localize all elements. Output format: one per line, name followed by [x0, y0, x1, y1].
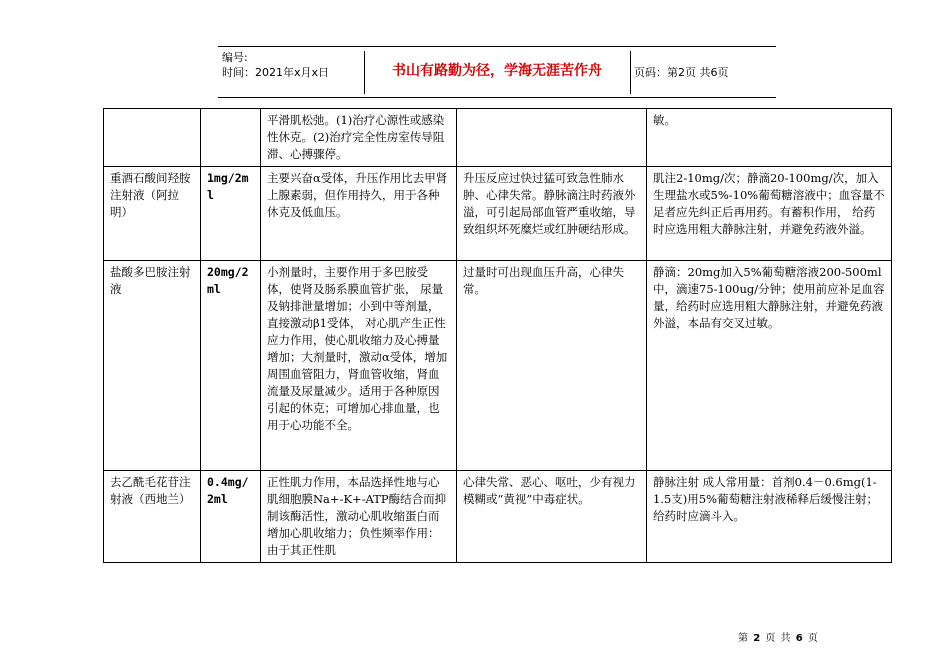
drug-usage-cell: 敏。 — [647, 109, 892, 167]
footer-suffix: 页 — [807, 633, 819, 644]
footer-middle: 页 共 — [765, 633, 792, 644]
table-row — [104, 471, 892, 563]
table-row — [104, 109, 892, 167]
footer-page-number: 2 — [753, 633, 762, 644]
drug-usage-cell: 静脉注射 成人常用量：首剂0.4－0.6mg(1-1.5支)用5%葡萄糖注射液稀释后缓慢注射；给药时应滴斗入。 — [647, 471, 892, 563]
header-divider — [364, 51, 365, 94]
header-motto: 书山有路勤为径，学海无涯苦作舟 — [392, 63, 602, 79]
drug-effect-cell: 小剂量时，主要作用于多巴胺受体，使肾及肠系膜血管扩张， 尿量及钠排泄量增加；小到中等剂量，直接激动β1受体， 对心肌产生正性应力作用，使心肌收缩力及心搏量增加；大剂量时，激动α受体，增加周围血管阻力，肾血管收缩，肾血流量及尿量减少。适用于各种原因引起的休克；可增加心排血量，也用于心功能不全。 — [261, 261, 457, 471]
table-row — [104, 167, 892, 261]
drug-dose-cell — [201, 109, 261, 167]
header-meta — [222, 50, 329, 80]
drug-name-cell: 重酒石酸间羟胺注射液（阿拉明） — [104, 167, 201, 261]
drug-dose-cell: 1mg/2ml — [201, 167, 261, 261]
drug-usage-cell: 静滴：20mg加入5%葡萄糖溶液200-500ml中，滴速75-100ug/分钟；使用前应补足血容量，给药时应选用粗大静脉注射，并避免药液外溢，本品有交叉过敏。 — [647, 261, 892, 471]
table-row — [104, 261, 892, 471]
header-bottom-rule — [218, 97, 776, 98]
drug-effect-cell: 正性肌力作用，本品选择性地与心肌细胞膜Na+-K+-ATP酶结合而抑制该酶活性，激动心肌收缩蛋白而增加心肌收缩力；负性频率作用：由于其正性肌 — [261, 471, 457, 563]
drug-dose-cell: 20mg/2ml — [201, 261, 261, 471]
header-page-info: 页码：第2页 共6页 — [634, 66, 729, 79]
drug-name-cell: 去乙酰毛花苷注射液（西地兰） — [104, 471, 201, 563]
drug-usage-cell: 肌注2-10mg/次；静滴20-100mg/次，加入生理盐水或5%-10%葡萄糖溶液中；血容量不足者应先纠正后再用药。有蓄积作用， 给药时应选用粗大静脉注射，并避免药液外溢。 — [647, 167, 892, 261]
doc-code-label: 编号: — [222, 51, 248, 64]
page-header — [218, 46, 776, 98]
drug-adverse-cell: 过量时可出现血压升高，心律失常。 — [457, 261, 647, 471]
drug-name-cell — [104, 109, 201, 167]
drug-dose-cell: 0.4mg/2ml — [201, 471, 261, 563]
drug-effect-cell: 平滑肌松弛。(1)治疗心源性或感染性休克。(2)治疗完全性房室传导阻滞、心搏骤停。 — [261, 109, 457, 167]
drug-table — [103, 108, 892, 563]
header-divider — [630, 51, 631, 94]
footer-prefix: 第 — [738, 633, 749, 644]
footer-total-pages: 6 — [795, 633, 804, 644]
drug-name-cell: 盐酸多巴胺注射液 — [104, 261, 201, 471]
drug-adverse-cell: 心律失常、恶心、呕吐，少有视力模糊或“黄视”中毒症状。 — [457, 471, 647, 563]
drug-effect-cell: 主要兴奋α受体，升压作用比去甲肾上腺素弱，但作用持久，用于各种休克及低血压。 — [261, 167, 457, 261]
drug-adverse-cell: 升压反应过快过猛可致急性肺水肿、心律失常。静脉滴注时药液外溢，可引起局部血管严重收缩，导致组织坏死糜烂或红肿硬结形成。 — [457, 167, 647, 261]
page-footer — [738, 629, 819, 644]
drug-adverse-cell — [457, 109, 647, 167]
header-top-rule — [218, 46, 776, 47]
doc-time-label: 时间：2021年x月x日 — [222, 66, 330, 79]
